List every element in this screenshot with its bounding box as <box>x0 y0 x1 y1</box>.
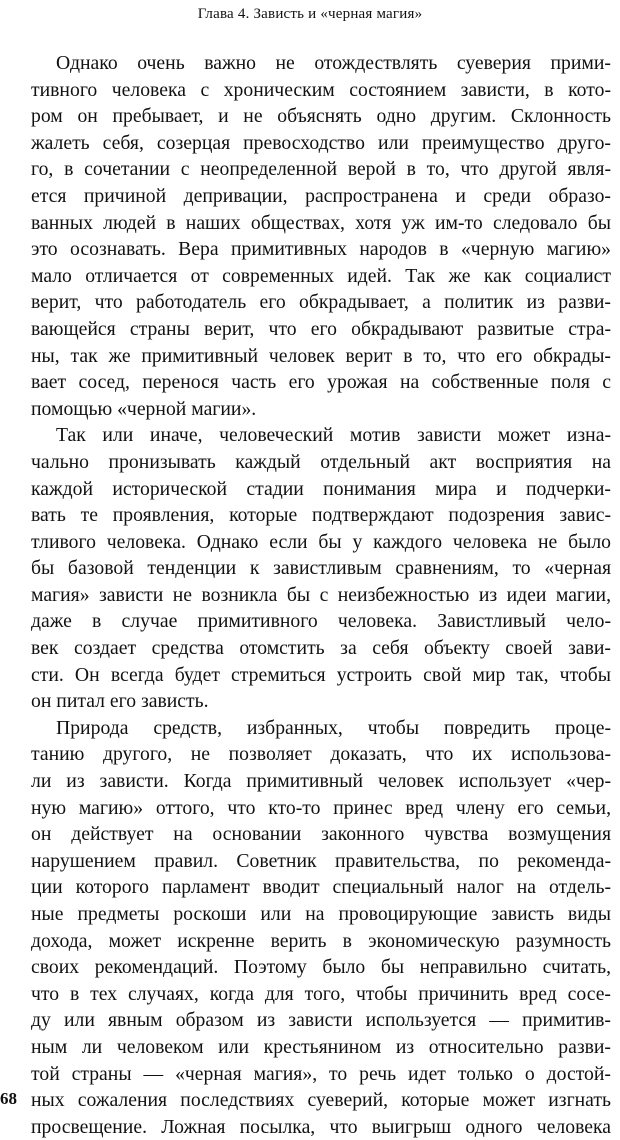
text-line: помощью «черной магии». <box>31 397 257 420</box>
text-line: каждой исторической стадии понимания мира и подчерки- <box>31 477 611 500</box>
text-line: он питал его зависть. <box>31 690 209 713</box>
text-line: ется причиной депривации, распространена и среди образо- <box>31 184 611 207</box>
text-line: ции которого парламент вводит специальный налог на отдель- <box>31 876 611 899</box>
text-line: век создает средства отомстить за себя объекту своей зави- <box>31 637 611 660</box>
text-line: ны, так же примитивный человек верит в то, что его обкрады- <box>31 344 611 367</box>
text-line: ром он пребывает, и не объяснять одно другим. Склонность <box>31 105 611 128</box>
text-line: верит, что работодатель его обкрадывает, а политик из разви- <box>31 291 611 314</box>
text-line: что в тех случаях, когда для того, чтобы причинить вред сосе- <box>31 982 611 1005</box>
text-line: дохода, может искренне верить в экономическую разумность <box>31 929 611 952</box>
text-line: Однако очень важно не отождествлять суеверия прими- <box>56 52 611 74</box>
paragraph <box>31 715 611 1140</box>
text-line: танию другого, не позволяет доказать, что их использова- <box>31 743 611 766</box>
text-line: ных сожаления последствиях суеверий, которые может изгнать <box>31 1089 611 1112</box>
text-line: чально пронизывать каждый отдельный акт восприятия на <box>31 450 611 473</box>
text-line: ли из зависти. Когда примитивный человек использует «чер- <box>31 770 611 793</box>
body-text <box>31 50 611 1140</box>
text-line: ную магию» оттого, что кто-то принес вред члену его семьи, <box>31 796 611 819</box>
text-line: бы базовой тенденции к завистливым сравнениям, то «черная <box>31 557 611 580</box>
running-header: Глава 4. Зависть и «черная магия» <box>197 6 423 22</box>
text-line: просвещение. Ложная посылка, что выигрыш одного человека <box>31 1115 611 1138</box>
paragraph <box>31 422 611 715</box>
text-line: вающейся страны верит, что его обкрадывают развитые стра- <box>31 317 611 340</box>
text-line: даже в случае примитивного человека. Завистливый чело- <box>31 610 611 633</box>
text-line: сти. Он всегда будет стремиться устроить свой мир так, чтобы <box>31 663 611 686</box>
text-line: он действует на основании законного чувства возмущения <box>31 823 611 846</box>
text-line: го, в сочетании с неопределенной верой в то, что другой явля- <box>31 158 611 181</box>
text-line: магия» зависти не возникла бы с неизбежностью из идеи магии, <box>31 583 611 606</box>
text-line: вает сосед, перенося часть его урожая на собственные поля с <box>31 371 611 394</box>
paragraph <box>31 50 611 422</box>
text-line: вать те проявления, которые подтверждают подозрения завис- <box>31 504 611 527</box>
text-line: Природа средств, избранных, чтобы повредить проце- <box>56 716 611 739</box>
text-line: ные предметы роскоши или на провоцирующие зависть виды <box>31 903 611 925</box>
text-line: мало отличается от современных идей. Так же как социалист <box>31 264 611 287</box>
text-line: тливого человека. Однако если бы у каждого человека не было <box>31 530 611 553</box>
text-line: это осознавать. Вера примитивных народов в «черную магию» <box>31 238 611 261</box>
text-line: жалеть себя, созерцая превосходство или преимущество друго- <box>31 131 611 154</box>
text-line: той страны — «черная магия», то речь идет только о достой- <box>31 1062 611 1085</box>
text-line: ным ли человеком или крестьянином из относительно разви- <box>31 1035 611 1058</box>
page-number: 68 <box>0 1089 17 1108</box>
text-line: Так или иначе, человеческий мотив зависти может изна- <box>56 424 611 447</box>
text-line: нарушением правил. Советник правительства, по рекоменда- <box>31 849 611 872</box>
text-line: ду или явным образом из зависти используется — примитив- <box>31 1009 611 1032</box>
text-line: своих рекомендаций. Поэтому было бы неправильно считать, <box>31 956 611 979</box>
text-line: тивного человека с хроническим состоянием зависти, в кото- <box>31 78 611 101</box>
text-line: ванных людей в наших обществах, хотя уж им-то следовало бы <box>31 211 611 234</box>
